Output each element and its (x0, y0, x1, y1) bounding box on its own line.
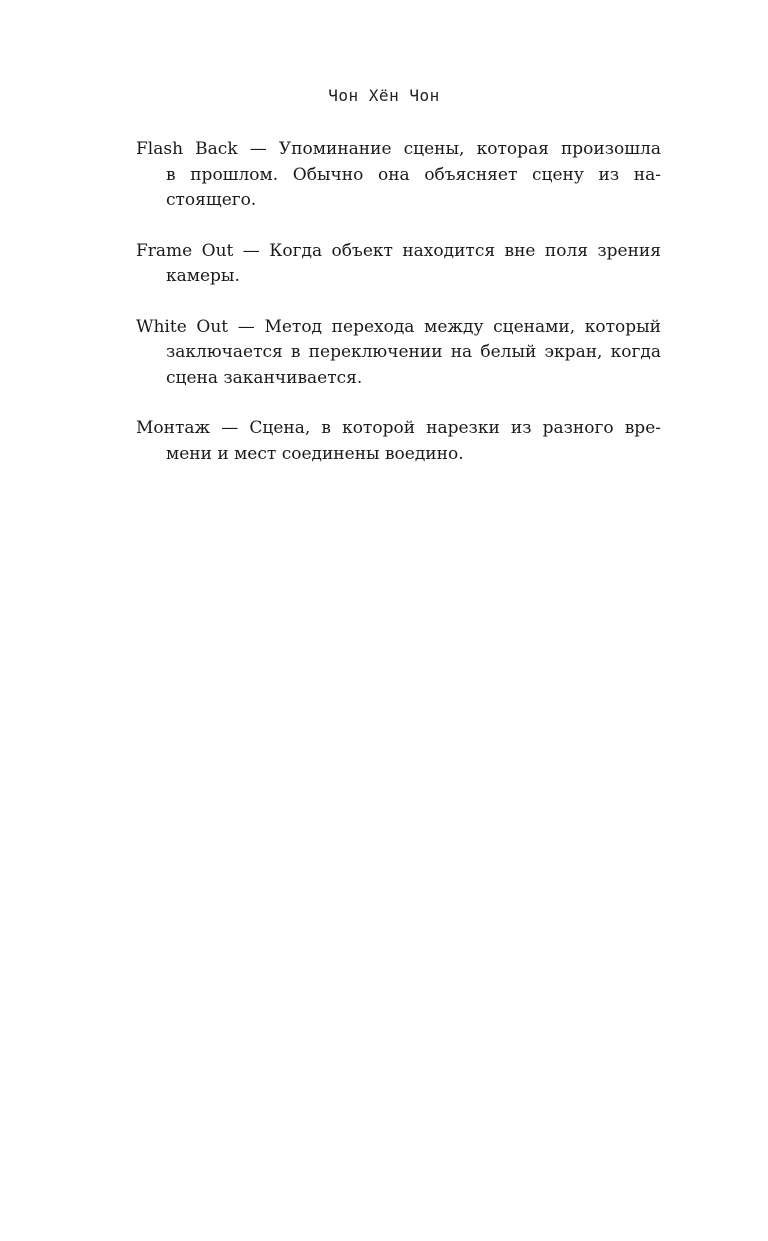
glossary-entry-montage (136, 416, 661, 467)
glossary-list (136, 137, 661, 492)
entry-line: сцена заканчивается. (166, 367, 363, 388)
glossary-entry-flash-back (136, 137, 661, 214)
entry-line: стоящего. (166, 190, 257, 210)
entry-line: Flash Back — Упоминание сцены, которая произошла (136, 139, 661, 159)
running-head-author: Чон Хён Чон (328, 86, 440, 105)
entry-line: Монтаж — Сцена, в которой нарезки из разного вре- (136, 418, 661, 438)
entry-line: заключается в переключении на белый экран, когда (166, 342, 661, 362)
glossary-entry-white-out (136, 315, 661, 392)
entry-line: мени и мест соединены воедино. (166, 443, 464, 464)
entry-line: камеры. (166, 266, 240, 286)
entry-line: White Out — Метод перехода между сценами, который (136, 316, 661, 337)
glossary-entry-frame-out (136, 239, 661, 290)
entry-line: Frame Out — Когда объект находится вне поля зрения (136, 240, 661, 261)
entry-line: в прошлом. Обычно она объясняет сцену из на- (166, 164, 661, 185)
